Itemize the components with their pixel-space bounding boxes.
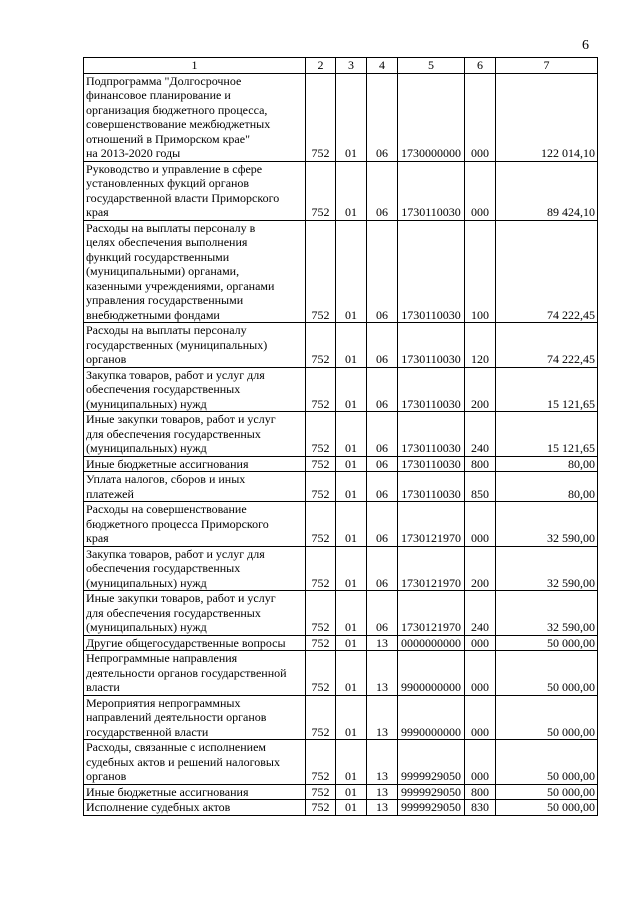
section-code-cell: 01 (336, 546, 367, 591)
subsection-code-cell: 06 (367, 220, 398, 323)
item-name-cell: Мероприятия непрограммных направлений деятельности органов государственной власти (84, 695, 306, 740)
table-row (84, 635, 598, 651)
admin-code-cell: 752 (306, 161, 336, 220)
amount-cell: 89 424,10 (496, 161, 598, 220)
admin-code-cell: 752 (306, 220, 336, 323)
subsection-code-cell: 06 (367, 412, 398, 457)
item-name-cell: Уплата налогов, сборов и иных платежей (84, 472, 306, 502)
item-name-cell: Иные закупки товаров, работ и услуг для обеспечения государственных (муниципальных) нужд (84, 412, 306, 457)
subsection-code-cell: 06 (367, 456, 398, 472)
section-code-cell: 01 (336, 367, 367, 412)
admin-code-cell: 752 (306, 800, 336, 816)
section-code-cell: 01 (336, 635, 367, 651)
target-article-cell: 1730110030 (398, 161, 465, 220)
table-row (84, 651, 598, 696)
expense-type-cell: 200 (465, 546, 496, 591)
amount-cell: 80,00 (496, 472, 598, 502)
section-code-cell: 01 (336, 695, 367, 740)
item-name-cell: Расходы на выплаты персоналу государственных (муниципальных) органов (84, 323, 306, 368)
section-code-cell: 01 (336, 502, 367, 547)
table-row (84, 546, 598, 591)
column-header: 7 (496, 58, 598, 74)
budget-table (83, 57, 598, 816)
subsection-code-cell: 13 (367, 651, 398, 696)
table-header-row (84, 58, 598, 74)
subsection-code-cell: 06 (367, 502, 398, 547)
expense-type-cell: 000 (465, 502, 496, 547)
section-code-cell: 01 (336, 73, 367, 161)
item-name-cell: Подпрограмма "Долгосрочное финансовое планирование и организация бюджетного процесса, совершенствование межбюджетных отношений в Приморском крае" на 2013-2020 годы (84, 73, 306, 161)
expense-type-cell: 000 (465, 695, 496, 740)
item-name-cell: Руководство и управление в сфере установленных фукций органов государственной власти Приморского края (84, 161, 306, 220)
section-code-cell: 01 (336, 412, 367, 457)
expense-type-cell: 000 (465, 635, 496, 651)
table-row (84, 740, 598, 785)
section-code-cell: 01 (336, 591, 367, 636)
admin-code-cell: 752 (306, 412, 336, 457)
table-row (84, 456, 598, 472)
target-article-cell: 1730121970 (398, 502, 465, 547)
amount-cell: 32 590,00 (496, 591, 598, 636)
amount-cell: 50 000,00 (496, 695, 598, 740)
amount-cell: 80,00 (496, 456, 598, 472)
admin-code-cell: 752 (306, 635, 336, 651)
table-row (84, 367, 598, 412)
admin-code-cell: 752 (306, 695, 336, 740)
amount-cell: 32 590,00 (496, 546, 598, 591)
target-article-cell: 1730110030 (398, 472, 465, 502)
table-row (84, 472, 598, 502)
item-name-cell: Закупка товаров, работ и услуг для обеспечения государственных (муниципальных) нужд (84, 546, 306, 591)
amount-cell: 50 000,00 (496, 740, 598, 785)
target-article-cell: 1730110030 (398, 323, 465, 368)
section-code-cell: 01 (336, 784, 367, 800)
expense-type-cell: 100 (465, 220, 496, 323)
column-header: 6 (465, 58, 496, 74)
item-name-cell: Расходы на выплаты персоналу в целях обеспечения выполнения функций государственными (муниципальными) органами, казенными учреждениями, органами управления государственными внебюджетными фондами (84, 220, 306, 323)
section-code-cell: 01 (336, 323, 367, 368)
table-row (84, 323, 598, 368)
admin-code-cell: 752 (306, 73, 336, 161)
target-article-cell: 1730110030 (398, 412, 465, 457)
item-name-cell: Иные бюджетные ассигнования (84, 784, 306, 800)
expense-type-cell: 000 (465, 161, 496, 220)
subsection-code-cell: 13 (367, 800, 398, 816)
target-article-cell: 1730121970 (398, 546, 465, 591)
subsection-code-cell: 06 (367, 73, 398, 161)
expense-type-cell: 850 (465, 472, 496, 502)
item-name-cell: Расходы, связанные с исполнением судебных актов и решений налоговых органов (84, 740, 306, 785)
column-header: 1 (84, 58, 306, 74)
subsection-code-cell: 06 (367, 161, 398, 220)
subsection-code-cell: 13 (367, 695, 398, 740)
admin-code-cell: 752 (306, 472, 336, 502)
admin-code-cell: 752 (306, 591, 336, 636)
amount-cell: 50 000,00 (496, 800, 598, 816)
target-article-cell: 9990000000 (398, 695, 465, 740)
amount-cell: 74 222,45 (496, 323, 598, 368)
target-article-cell: 1730121970 (398, 591, 465, 636)
item-name-cell: Непрограммные направления деятельности органов государственной власти (84, 651, 306, 696)
column-header: 4 (367, 58, 398, 74)
expense-type-cell: 800 (465, 784, 496, 800)
amount-cell: 50 000,00 (496, 635, 598, 651)
expense-type-cell: 240 (465, 591, 496, 636)
expense-type-cell: 830 (465, 800, 496, 816)
amount-cell: 15 121,65 (496, 412, 598, 457)
amount-cell: 50 000,00 (496, 651, 598, 696)
admin-code-cell: 752 (306, 546, 336, 591)
item-name-cell: Иные бюджетные ассигнования (84, 456, 306, 472)
target-article-cell: 1730110030 (398, 367, 465, 412)
section-code-cell: 01 (336, 161, 367, 220)
column-header: 5 (398, 58, 465, 74)
target-article-cell: 9999929050 (398, 784, 465, 800)
amount-cell: 50 000,00 (496, 784, 598, 800)
table-row (84, 73, 598, 161)
section-code-cell: 01 (336, 800, 367, 816)
item-name-cell: Иные закупки товаров, работ и услуг для обеспечения государственных (муниципальных) нужд (84, 591, 306, 636)
target-article-cell: 9999929050 (398, 800, 465, 816)
subsection-code-cell: 06 (367, 367, 398, 412)
table-row (84, 784, 598, 800)
table-row (84, 502, 598, 547)
target-article-cell: 9900000000 (398, 651, 465, 696)
column-header: 3 (336, 58, 367, 74)
item-name-cell: Закупка товаров, работ и услуг для обеспечения государственных (муниципальных) нужд (84, 367, 306, 412)
admin-code-cell: 752 (306, 456, 336, 472)
target-article-cell: 1730110030 (398, 456, 465, 472)
target-article-cell: 1730110030 (398, 220, 465, 323)
amount-cell: 74 222,45 (496, 220, 598, 323)
admin-code-cell: 752 (306, 651, 336, 696)
column-header: 2 (306, 58, 336, 74)
amount-cell: 15 121,65 (496, 367, 598, 412)
table-row (84, 591, 598, 636)
expense-type-cell: 800 (465, 456, 496, 472)
section-code-cell: 01 (336, 456, 367, 472)
admin-code-cell: 752 (306, 367, 336, 412)
target-article-cell: 9999929050 (398, 740, 465, 785)
item-name-cell: Другие общегосударственные вопросы (84, 635, 306, 651)
expense-type-cell: 200 (465, 367, 496, 412)
expense-type-cell: 240 (465, 412, 496, 457)
section-code-cell: 01 (336, 740, 367, 785)
amount-cell: 122 014,10 (496, 73, 598, 161)
table-row (84, 800, 598, 816)
expense-type-cell: 120 (465, 323, 496, 368)
subsection-code-cell: 06 (367, 546, 398, 591)
table-row (84, 161, 598, 220)
section-code-cell: 01 (336, 651, 367, 696)
admin-code-cell: 752 (306, 323, 336, 368)
target-article-cell: 0000000000 (398, 635, 465, 651)
section-code-cell: 01 (336, 220, 367, 323)
table-row (84, 695, 598, 740)
section-code-cell: 01 (336, 472, 367, 502)
expense-type-cell: 000 (465, 73, 496, 161)
expense-type-cell: 000 (465, 740, 496, 785)
table-row (84, 220, 598, 323)
amount-cell: 32 590,00 (496, 502, 598, 547)
page-number: 6 (582, 38, 589, 53)
subsection-code-cell: 13 (367, 635, 398, 651)
subsection-code-cell: 06 (367, 472, 398, 502)
item-name-cell: Расходы на совершенствование бюджетного процесса Приморского края (84, 502, 306, 547)
expense-type-cell: 000 (465, 651, 496, 696)
admin-code-cell: 752 (306, 740, 336, 785)
target-article-cell: 1730000000 (398, 73, 465, 161)
item-name-cell: Исполнение судебных актов (84, 800, 306, 816)
subsection-code-cell: 06 (367, 323, 398, 368)
subsection-code-cell: 13 (367, 784, 398, 800)
admin-code-cell: 752 (306, 502, 336, 547)
subsection-code-cell: 06 (367, 591, 398, 636)
table-row (84, 412, 598, 457)
admin-code-cell: 752 (306, 784, 336, 800)
subsection-code-cell: 13 (367, 740, 398, 785)
